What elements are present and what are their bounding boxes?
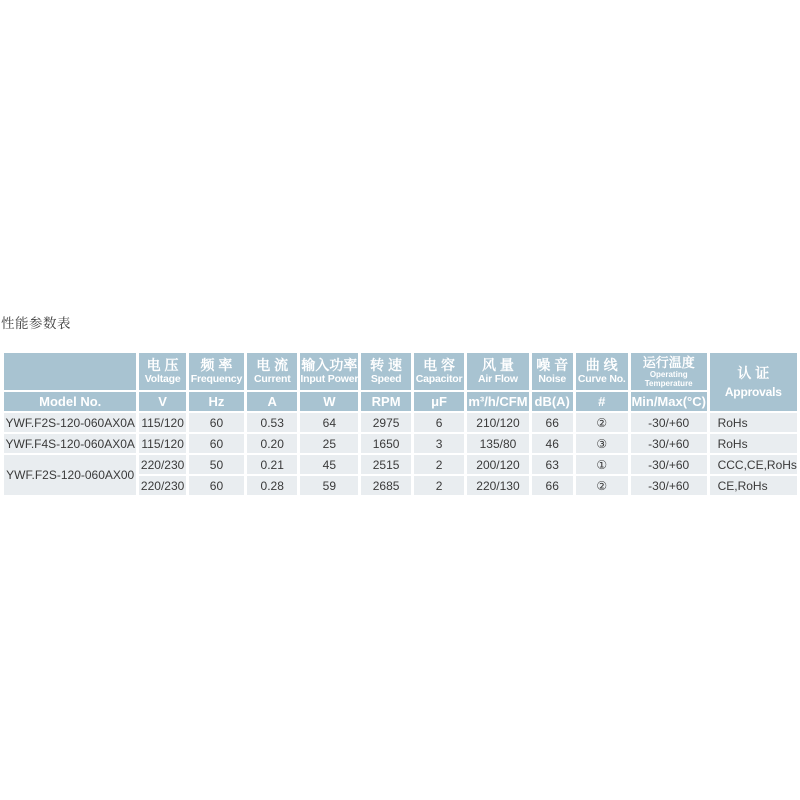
header-capacitor	[414, 353, 464, 390]
unit-capacitor: μF	[414, 392, 464, 411]
unit-frequency: Hz	[189, 392, 244, 411]
header-operating-temperature	[631, 353, 707, 390]
model-cell: YWF.F2S-120-060AX0A	[4, 413, 136, 432]
header-en-label: Current	[253, 373, 291, 386]
input-power-cell: 64	[300, 413, 358, 432]
unit-operating-temperature: Min/Max(°C)	[631, 394, 706, 409]
table-row	[4, 455, 797, 474]
header-speed	[361, 353, 411, 390]
noise-cell: 63	[532, 455, 573, 474]
header-cn-label: 电 流	[256, 356, 289, 373]
header-en-label: Input Power	[300, 373, 359, 386]
operating-temperature-cell: -30/+60	[631, 476, 707, 495]
header-current	[247, 353, 297, 390]
unit-voltage: V	[139, 392, 185, 411]
curve-no-cell: ②	[576, 476, 628, 495]
unit-air-flow: m³/h/CFM	[468, 394, 528, 409]
header-row-units	[4, 392, 797, 411]
header-en-label: Temperature	[644, 378, 693, 388]
header-en-label: Curve No.	[577, 373, 626, 386]
header-cn-label: 认 证	[737, 365, 770, 382]
performance-spec-table	[1, 351, 800, 497]
table-header	[4, 353, 797, 411]
unit-speed: RPM	[361, 392, 411, 411]
frequency-cell: 60	[189, 413, 244, 432]
header-cn-label: 电 容	[423, 356, 455, 373]
input-power-cell: 25	[300, 434, 358, 453]
operating-temperature-cell: -30/+60	[631, 434, 707, 453]
noise-cell: 66	[532, 413, 573, 432]
speed-cell: 2975	[361, 413, 411, 432]
model-cell: YWF.F2S-120-060AX00	[4, 455, 136, 495]
speed-cell: 2685	[361, 476, 411, 495]
speed-cell: 1650	[361, 434, 411, 453]
voltage-cell: 220/230	[139, 455, 185, 474]
approvals-cell: RoHs	[710, 434, 797, 453]
noise-cell: 46	[532, 434, 573, 453]
frequency-cell: 60	[189, 434, 244, 453]
input-power-cell: 45	[300, 455, 358, 474]
noise-cell: 66	[532, 476, 573, 495]
header-input-power	[300, 353, 358, 390]
air-flow-cell: 210/120	[467, 413, 529, 432]
speed-cell: 2515	[361, 455, 411, 474]
voltage-cell: 115/120	[139, 413, 185, 432]
header-en-label: Frequency	[190, 373, 243, 386]
unit-noise: dB(A)	[532, 392, 573, 411]
curve-no-cell: ①	[576, 455, 628, 474]
current-cell: 0.28	[247, 476, 297, 495]
header-cn-label: 噪 音	[536, 356, 569, 373]
header-model-no: Model No.	[4, 392, 136, 411]
header-model-blank	[4, 353, 136, 390]
capacitor-cell: 2	[414, 455, 464, 474]
page-title: 性能参数表	[1, 316, 71, 331]
table-row	[4, 413, 797, 432]
header-cn-label: 运行温度	[642, 354, 695, 370]
approvals-cell: CE,RoHs	[710, 476, 797, 495]
header-row-labels	[4, 353, 797, 390]
unit-input-power: W	[300, 392, 358, 411]
header-cn-label: 频 率	[200, 356, 233, 373]
header-en-label: Noise	[538, 373, 566, 386]
header-cn-label: 输入功率	[301, 356, 358, 373]
air-flow-cell: 135/80	[467, 434, 529, 453]
approvals-cell: RoHs	[710, 413, 797, 432]
header-cn-label: 曲 线	[585, 356, 618, 373]
table-body	[4, 413, 797, 495]
header-en-label: Approvals	[724, 384, 782, 399]
air-flow-cell: 220/130	[467, 476, 529, 495]
header-air-flow	[467, 353, 529, 390]
header-approvals	[710, 353, 797, 411]
capacitor-cell: 2	[414, 476, 464, 495]
air-flow-cell: 200/120	[467, 455, 529, 474]
current-cell: 0.53	[247, 413, 297, 432]
header-voltage	[139, 353, 185, 390]
header-cn-label: 风 量	[482, 356, 514, 373]
approvals-cell: CCC,CE,RoHs	[710, 455, 797, 474]
operating-temperature-cell: -30/+60	[631, 413, 707, 432]
header-cn-label: 电 压	[146, 356, 179, 373]
curve-no-cell: ②	[576, 413, 628, 432]
header-en-label: Speed	[370, 373, 402, 386]
unit-current: A	[247, 392, 297, 411]
curve-no-cell: ③	[576, 434, 628, 453]
header-curve-no	[576, 353, 628, 390]
frequency-cell: 60	[189, 476, 244, 495]
capacitor-cell: 3	[414, 434, 464, 453]
voltage-cell: 220/230	[139, 476, 185, 495]
operating-temperature-cell: -30/+60	[631, 455, 707, 474]
header-noise	[532, 353, 573, 390]
current-cell: 0.21	[247, 455, 297, 474]
input-power-cell: 59	[300, 476, 358, 495]
header-cn-label: 转 速	[370, 356, 403, 373]
header-en-label: Capacitor	[415, 373, 463, 386]
unit-curve-no: #	[576, 392, 628, 411]
voltage-cell: 115/120	[139, 434, 185, 453]
model-cell: YWF.F4S-120-060AX0A	[4, 434, 136, 453]
header-en-label: Voltage	[144, 373, 181, 386]
frequency-cell: 50	[189, 455, 244, 474]
header-frequency	[189, 353, 244, 390]
capacitor-cell: 6	[414, 413, 464, 432]
table-row	[4, 434, 797, 453]
header-en-label: Operating	[649, 369, 688, 379]
header-en-label: Air Flow	[478, 373, 518, 386]
current-cell: 0.20	[247, 434, 297, 453]
